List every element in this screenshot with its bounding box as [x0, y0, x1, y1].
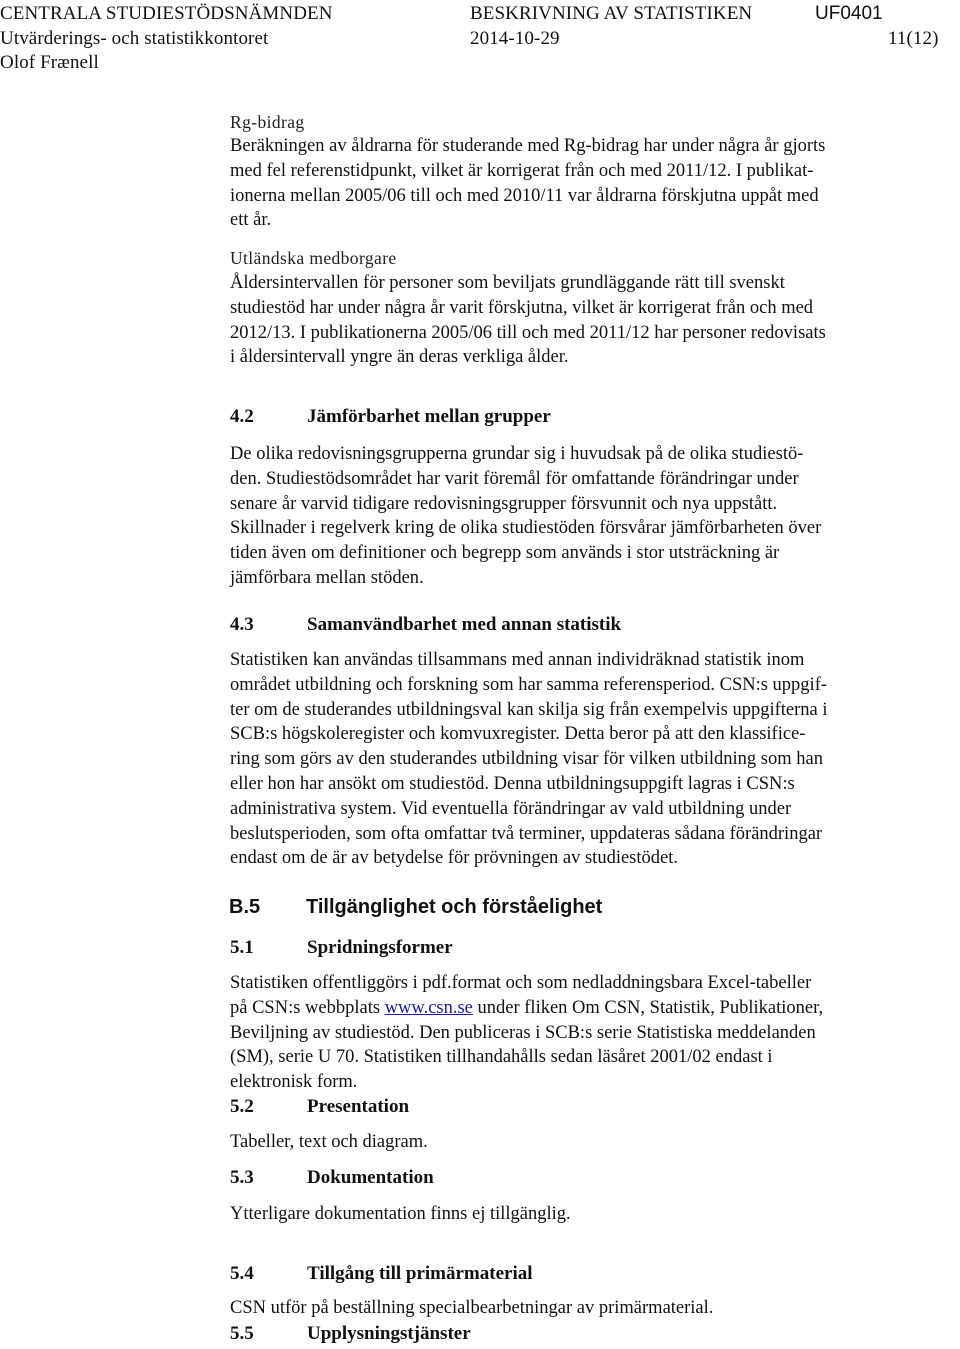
text-line: senare år varvid tidigare redovisningsgrupper försvunnit och nya uppstått. [230, 493, 778, 514]
text-line: Åldersintervallen för personer som beviljats grundläggande rätt till svenskt [230, 273, 785, 293]
document-code: UF0401 [815, 3, 883, 24]
chapter-title: Tillgänglighet och förståelighet [306, 896, 603, 918]
section-number: 5.3 [230, 1167, 254, 1188]
paragraph-jamforbarhet [230, 442, 930, 591]
section-title: Spridningsformer [307, 937, 453, 958]
paragraph-rg-bidrag [230, 134, 930, 233]
text-line: Beviljning av studiestöd. Den publiceras i SCB:s serie Statistiska meddelanden [230, 1022, 816, 1043]
text-line: endast om de är av betydelse för prövningen av studiestödet. [230, 848, 678, 869]
text-line: Tabeller, text och diagram. [230, 1132, 428, 1152]
text-line: Skillnader i regelverk kring de olika studiestöden försvårar jämförbarheten över [230, 518, 822, 539]
text-line [230, 996, 930, 1021]
organization-name: CENTRALA STUDIESTÖDSNÄMNDEN [0, 3, 333, 24]
text-line: elektronisk form. [230, 1072, 358, 1093]
section-title: Upplysningstjänster [307, 1323, 471, 1344]
text-line: Statistiken offentliggörs i pdf.format och som nedladdningsbara Excel-tabeller [230, 973, 812, 993]
section-heading-5-2 [230, 1095, 409, 1119]
csn-website-link[interactable]: www.csn.se [384, 997, 473, 1018]
text-line: området utbildning och forskning som har samma referensperiod. CSN:s uppgif- [230, 674, 828, 695]
text-line: ett år. [230, 210, 272, 231]
text-line: studiestöd har under några år varit förskjutna, vilket är korrigerat från och med [230, 297, 814, 318]
section-heading-5-1 [230, 936, 453, 960]
subheading-utlandska-medborgare: Utländska medborgare [230, 248, 397, 268]
text-line: i åldersintervall yngre än deras verkliga ålder. [230, 347, 569, 368]
section-title: Dokumentation [307, 1167, 434, 1188]
page-number: 11(12) [888, 28, 939, 49]
section-heading-4-2 [230, 405, 551, 429]
section-number: 5.2 [230, 1096, 254, 1117]
text-line: beslutsperioden, som ofta omfattar två terminer, uppdateras sådana förändringar [230, 823, 823, 844]
text-line: den. Studiestödsområdet har varit föremål för omfattande förändringar under [230, 468, 799, 489]
section-title: Samanvändbarhet med annan statistik [307, 614, 622, 635]
text-line: eller hon har ansökt om studiestöd. Denna utbildningsuppgift lagras i CSN:s [230, 773, 795, 794]
text-line: ring som görs av den studerandes utbildning visar för vilken utbildning som han [230, 749, 823, 770]
text-line: Beräkningen av åldrarna för studerande med Rg-bidrag har under några år gjorts [230, 136, 826, 156]
subheading-rg-bidrag: Rg-bidrag [230, 112, 305, 132]
section-title: Tillgång till primärmaterial [307, 1263, 533, 1284]
paragraph-samanvandbarhet [230, 648, 930, 871]
text-line: jämförbara mellan stöden. [230, 567, 424, 588]
text-line: Ytterligare dokumentation finns ej tillgänglig. [230, 1204, 571, 1224]
section-heading-4-3 [230, 613, 621, 637]
section-heading-5-4 [230, 1262, 533, 1286]
section-number: 5.1 [230, 937, 254, 958]
chapter-number: B.5 [229, 896, 261, 918]
text-segment: under fliken Om CSN, Statistik, Publikationer, [472, 997, 824, 1018]
document-date: 2014-10-29 [470, 28, 560, 49]
chapter-heading-b-5 [229, 894, 602, 920]
paragraph-tillgang-primarmaterial [230, 1296, 930, 1321]
office-name: Utvärderings- och statistikkontoret [0, 28, 269, 49]
section-heading-5-5 [230, 1322, 471, 1346]
paragraph-utlandska-medborgare [230, 271, 930, 370]
section-title: Presentation [307, 1096, 410, 1117]
author-name: Olof Frænell [0, 52, 99, 73]
section-title: Jämförbarhet mellan grupper [307, 406, 551, 427]
section-heading-5-3 [230, 1166, 434, 1190]
section-number: 5.5 [230, 1323, 254, 1344]
text-line: De olika redovisningsgrupperna grundar sig i huvudsak på de olika studiestö- [230, 444, 804, 464]
text-line: ionerna mellan 2005/06 till och med 2010/11 var åldrarna förskjutna uppåt med [230, 185, 819, 206]
section-number: 4.2 [230, 406, 254, 427]
section-number: 4.3 [230, 614, 254, 635]
text-line: CSN utför på beställning specialbearbetningar av primärmaterial. [230, 1298, 714, 1318]
text-line: ter om de studerandes utbildningsval kan skilja sig från exempelvis uppgifterna i [230, 699, 828, 720]
text-line: 2012/13. I publikationerna 2005/06 till och med 2011/12 har personer redovisats [230, 322, 826, 343]
text-line: (SM), serie U 70. Statistiken tillhandahålls sedan läsåret 2001/02 endast i [230, 1047, 773, 1068]
text-line: Statistiken kan användas tillsammans med annan individräknad statistik inom [230, 650, 805, 670]
text-line: tiden även om definitioner och begrepp som används i stor utsträckning är [230, 543, 780, 564]
paragraph-dokumentation [230, 1202, 930, 1227]
text-line: SCB:s högskoleregister och komvuxregister. Detta beror på att den klassifice- [230, 724, 806, 745]
document-title: BESKRIVNING AV STATISTIKEN [470, 3, 753, 24]
paragraph-spridningsformer [230, 971, 930, 1095]
paragraph-presentation [230, 1130, 930, 1155]
section-number: 5.4 [230, 1263, 254, 1284]
text-line: administrativa system. Vid eventuella förändringar av vald utbildning under [230, 798, 792, 819]
text-line: med fel referenstidpunkt, vilket är korrigerat från och med 2011/12. I publikat- [230, 160, 814, 181]
text-segment: på CSN:s webbplats [230, 997, 385, 1018]
